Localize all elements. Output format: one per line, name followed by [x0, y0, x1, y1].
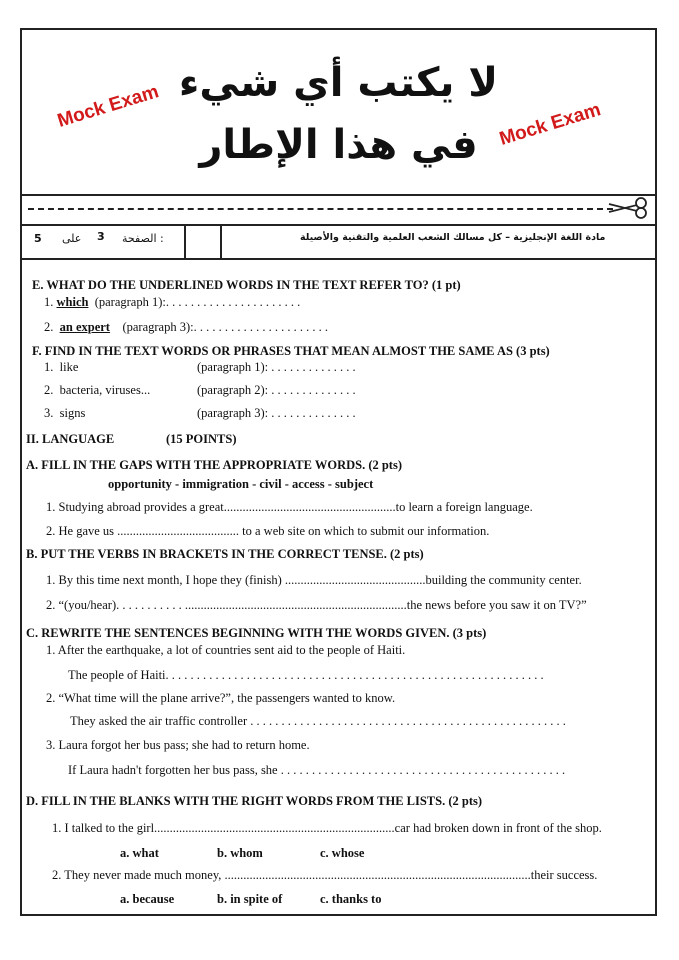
- section-ii-heading: II. LANGUAGE: [26, 432, 115, 446]
- a-wordlist: opportunity - immigration - civil - access - subject: [108, 477, 374, 491]
- of-label: على: [62, 232, 82, 245]
- d-q2-option-b: b. in spite of: [217, 892, 283, 906]
- section-f-heading: F. FIND IN THE TEXT WORDS OR PHRASES THAT MEAN ALMOST THE SAME AS (3 pts): [32, 344, 550, 358]
- arabic-title-line1: لا يكتب أي شيء: [178, 60, 499, 106]
- d-q1-option-c: c. whose: [320, 846, 365, 860]
- d-question-1: 1. I talked to the girl.............................................................................car had broken down in front of the shop.: [52, 821, 602, 835]
- a-item-1: 1. Studying abroad provides a great.......................................................to learn a foreign language.: [46, 500, 533, 514]
- b-item-1: 1. By this time next month, I hope they (finish) .............................................building the community center.: [46, 573, 582, 587]
- e-item-1-word: which: [56, 295, 89, 309]
- f-item-3: 3. signs: [44, 406, 86, 420]
- cut-line-row: [22, 194, 655, 226]
- mock-exam-stamp-right: Mock Exam: [497, 99, 604, 150]
- c-item-1-answer: The people of Haiti. . . . . . . . . . . . . . . . . . . . . . . . . . . . . . . . . . . . . . . . . . . . . . . . . . . . . . . . . . . . .: [68, 668, 544, 682]
- subject-label: مادة اللغة الإنجليزية – كل مسالك الشعب العلمية والتقنية والأصيلة: [300, 232, 606, 243]
- dashed-cut-line: [28, 208, 613, 210]
- section-c-heading: C. REWRITE THE SENTENCES BEGINNING WITH THE WORDS GIVEN. (3 pts): [26, 626, 487, 640]
- mock-exam-stamp-left: Mock Exam: [55, 81, 162, 132]
- e-item-2-word: an expert: [59, 320, 110, 334]
- c-item-3: 3. Laura forgot her bus pass; she had to return home.: [46, 738, 310, 752]
- scissors-icon: [607, 197, 649, 219]
- f-item-1: 1. like: [44, 360, 79, 374]
- exam-frame: لا يكتب أي شيء في هذا الإطار Mock Exam Mock Exam 5 على 3 الصفحة : مادة اللغة الإنجليزية – كل مسالك الشعب العلمية والتقنية والأصيلة E. WHAT DO THE UNDERLINED WORDS IN THE TEXT REFER TO? (1 pt) 1. which (paragraph 1):. . . . . . . . . . . . . . . . . . . . . . 2. an expert (paragraph 3):. . . . . . . . . . . . . . . . . . . . . . F. FIND IN THE TEXT WORDS OR PHRASES THAT MEAN ALMOST THE SAME AS (3 pts) 1. like (paragraph 1): . . . . . . . . . . . . . . 2. bacteria, viruses... (paragraph 2): . . . . . . . . . . . . . . 3. signs (paragraph 3): . . . . . . . . . . . . . . II. LANGUAGE (15 POINTS) A. FILL IN THE GAPS WITH THE APPROPRIATE WORDS. (2 pts) opportunity - immigration - civil - access - subject 1. Studying abroad provides a great.......................................................to learn a foreign language. 2. He gave us ....................................... to a web site on which to submit our information. B. PUT THE VERBS IN BRACKETS IN THE CORRECT TENSE. (2 pts) 1. By this time next month, I hope they (finish) .............................................building the community center. 2. “(you/hear). . . . . . . . . . . .......................................................................the news before you saw it on TV?” C. REWRITE THE SENTENCES BEGINNING WITH THE WORDS GIVEN. (3 pts) 1. After the earthquake, a lot of countries sent aid to the people of Haiti. The people of Haiti. . . . . . . . . . . . . . . . . . . . . . . . . . . . . . . . . . . . . . . . . . . . . . . . . . . . . . . . . . . . . 2. “What time will the plane arrive?”, the passengers wanted to know. They asked the air traffic controller . . . . . . . . . . . . . . . . . . . . . . . . . . . . . . . . . . . . . . . . . . . . . . . . . . . 3. Laura forgot her bus pass; she had to return home. If Laura hadn't forgotten her bus pass, she . . . . . . . . . . . . . . . . . . . . . . . . . . . . . . . . . . . . . . . . . . . . . . D. FILL IN THE BLANKS WITH THE RIGHT WORDS FROM THE LISTS. (2 pts) 1. I talked to the girl.............................................................................car had broken down in front of the shop. a. what b. whom c. whose 2. They never made much money, ..................................................................................................their success. a. because b. in spite of c. thanks to: [20, 28, 657, 916]
- do-not-write-header: [22, 30, 655, 196]
- d-q2-option-a: a. because: [120, 892, 175, 906]
- total-pages: 5: [34, 232, 42, 245]
- section-ii-points: (15 POINTS): [166, 432, 237, 446]
- c-item-1: 1. After the earthquake, a lot of countries sent aid to the people of Haiti.: [46, 643, 406, 657]
- page-info-row: [22, 224, 655, 260]
- section-d-heading: D. FILL IN THE BLANKS WITH THE RIGHT WORDS FROM THE LISTS. (2 pts): [26, 794, 483, 808]
- c-item-3-answer: If Laura hadn't forgotten her bus pass, she . . . . . . . . . . . . . . . . . . . . . . . . . . . . . . . . . . . . . . . . . . . . . .: [68, 763, 566, 777]
- c-item-2: 2. “What time will the plane arrive?”, the passengers wanted to know.: [46, 691, 396, 705]
- page-label: الصفحة :: [122, 232, 164, 245]
- section-a-heading: A. FILL IN THE GAPS WITH THE APPROPRIATE WORDS. (2 pts): [26, 458, 403, 472]
- e-item-2: 2. an expert (paragraph 3):. . . . . . . . . . . . . . . . . . . . . .: [44, 320, 328, 334]
- f-item-2: 2. bacteria, viruses...: [44, 383, 151, 397]
- d-q1-option-b: b. whom: [217, 846, 263, 860]
- arabic-title-line2: في هذا الإطار: [199, 122, 478, 168]
- d-q2-option-c: c. thanks to: [320, 892, 382, 906]
- b-item-2: 2. “(you/hear). . . . . . . . . . . .......................................................................the news before you saw it on TV?”: [46, 598, 587, 612]
- e-item-1: 1. which (paragraph 1):. . . . . . . . . . . . . . . . . . . . . .: [44, 295, 301, 309]
- page-number: 3: [97, 230, 105, 243]
- section-e-heading: E. WHAT DO THE UNDERLINED WORDS IN THE TEXT REFER TO? (1 pt): [32, 278, 461, 292]
- d-question-2: 2. They never made much money, ..................................................................................................their success.: [52, 868, 598, 882]
- c-item-2-answer: They asked the air traffic controller . . . . . . . . . . . . . . . . . . . . . . . . . . . . . . . . . . . . . . . . . . . . . . . . . . .: [70, 714, 566, 728]
- d-q1-option-a: a. what: [120, 846, 159, 860]
- section-b-heading: B. PUT THE VERBS IN BRACKETS IN THE CORRECT TENSE. (2 pts): [26, 547, 424, 561]
- a-item-2: 2. He gave us ....................................... to a web site on which to submit our information.: [46, 524, 490, 538]
